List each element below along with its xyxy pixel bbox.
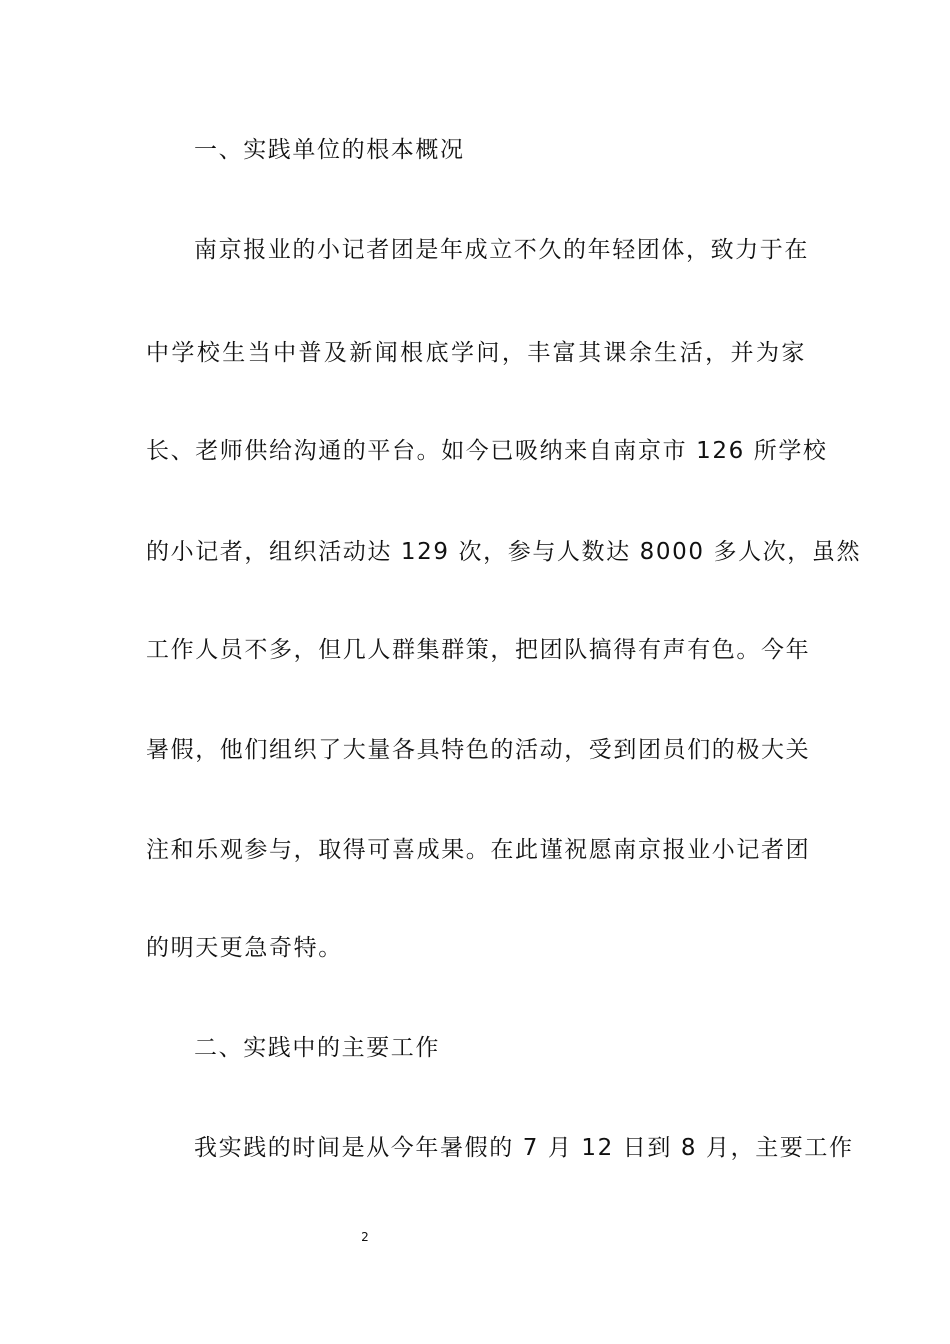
paragraph-line-7: 注和乐观参与，取得可喜成果。在此谨祝愿南京报业小记者团	[146, 837, 811, 863]
paragraph-line-6: 暑假，他们组织了大量各具特色的活动，受到团员们的极大关	[146, 737, 811, 763]
paragraph-line-9: 我实践的时间是从今年暑假的 7 月 12 日到 8 月，主要工作	[194, 1135, 854, 1161]
paragraph-line-1: 南京报业的小记者团是年成立不久的年轻团体，致力于在	[194, 237, 809, 263]
section-heading-1: 一、实践单位的根本概况	[194, 137, 465, 163]
paragraph-line-4: 的小记者，组织活动达 129 次，参与人数达 8000 多人次，虽然	[146, 539, 862, 565]
section-heading-2: 二、实践中的主要工作	[194, 1035, 440, 1061]
paragraph-line-2: 中学校生当中普及新闻根底学问，丰富其课余生活，并为家	[146, 340, 806, 366]
paragraph-line-3: 长、老师供给沟通的平台。如今已吸纳来自南京市 126 所学校	[146, 438, 828, 464]
paragraph-line-5: 工作人员不多，但几人群集群策，把团队搞得有声有色。今年	[146, 637, 811, 663]
paragraph-line-8: 的明天更急奇特。	[146, 935, 343, 961]
page-number: 2	[361, 1230, 369, 1244]
